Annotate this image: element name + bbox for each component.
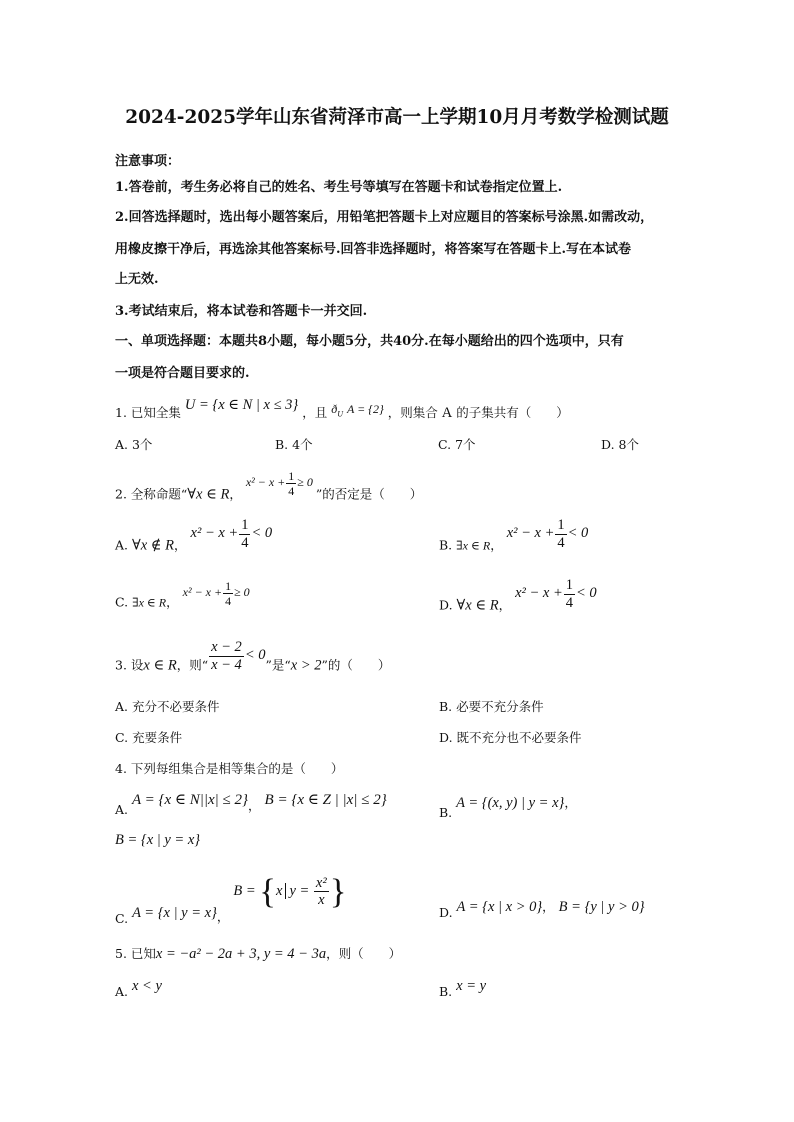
- q5-expression: x = −a² − 2a + 3, y = 4 − 3a: [155, 946, 327, 962]
- q4-option-a: A. A = {x ∈ N||x| ≤ 2}， B = {x ∈ Z | |x| ≤ 2}: [115, 792, 387, 817]
- q2-option-b: B. ∃x ∈ R， x² − x + $\frac{1}{4}$ < 0: [439, 517, 589, 553]
- q1-mid: ，且: [302, 405, 328, 420]
- q1-complement-set: A = {2}: [346, 402, 384, 416]
- q2-suffix: ”的否定是（ ）: [315, 486, 423, 502]
- q3-option-a: A. 充分不必要条件: [115, 699, 220, 714]
- q3-option-b: B. 必要不充分条件: [439, 699, 544, 714]
- q1-universal-set: U = {x ∈ N | x ≤ 3}: [184, 397, 299, 413]
- q3-option-d: D. 既不充分也不必要条件: [439, 730, 582, 745]
- q2-option-b-inequality: x² − x + $\frac{1}{4}$ < 0: [506, 517, 589, 551]
- q4-option-c-set-2: B = {x y = $\frac{\text{x²}}{x}$ }: [233, 872, 347, 911]
- q5-option-b: B. x = y: [439, 978, 487, 999]
- q2-option-d-inequality: x² − x + $\frac{1}{4}$ < 0: [515, 577, 597, 611]
- q2-option-c: C. ∃x ∈ R， x² − x + $\frac{1}{4}$ ≥ 0: [115, 579, 250, 610]
- notice-item-2-line-1: 2.回答选择题时，选出每小题答案后，用铅笔把答题卡上对应题目的答案标号涂黑.如需改动，: [115, 210, 654, 225]
- q3-option-c: C. 充要条件: [115, 730, 183, 745]
- q1-option-d: D. 8个: [601, 437, 639, 452]
- q2-option-a: A. ∀x ∉ R， x² − x + $\frac{1}{4}$ < 0: [115, 517, 273, 554]
- q4-option-d-set-1: A = {x | x > 0}: [456, 899, 543, 915]
- q3-condition-2: x > 2: [290, 657, 322, 674]
- q5-option-b-expr: x = y: [456, 978, 487, 994]
- notice-item-3: 3.考试结束后，将本试卷和答题卡一并交回.: [115, 304, 368, 319]
- q1-set-a: A: [441, 405, 453, 421]
- notice-item-2-line-3: 上无效.: [115, 272, 159, 287]
- q1-prefix: 1. 已知全集: [115, 405, 181, 420]
- q1-complement-symbol: $ð_U$: [331, 402, 343, 419]
- q1-option-c: C. 7个: [438, 437, 476, 452]
- q4-option-b-set-1: A = {(x, y) | y = x}: [456, 795, 565, 811]
- q1-suffix: ，则集合: [387, 405, 438, 420]
- q2-inequality: x² − x + $\frac{1}{4}$ ≥ 0: [245, 469, 313, 498]
- q2-option-a-inequality: x² − x + $\frac{1}{4}$ < 0: [190, 517, 273, 551]
- q2-stem: 2. 全称命题“∀x ∈ R， x² − x + $\frac{1}{4}$ ≥ 0 ”的否定是（ ）: [115, 469, 423, 503]
- q1-suffix-2: 的子集共有（ ）: [456, 405, 569, 420]
- q3-x-in-r: x ∈ R: [143, 657, 177, 674]
- q4-option-b-set-2: B = {x | y = x}: [115, 832, 201, 848]
- section-heading-line-2: 一项是符合题目要求的.: [115, 366, 250, 381]
- q4-option-d-set-2: B = {y | y > 0}: [558, 899, 645, 915]
- q4-option-a-set-2: B = {x ∈ Z | |x| ≤ 2}: [264, 792, 387, 808]
- section-heading-line-1: 一、单项选择题：本题共8小题，每小题5分，共40分.在每小题给出的四个选项中，只有: [115, 334, 624, 349]
- q4-option-c: C. A = {x | y = x}， B = {x y = $\frac{\text{x²}}{x}$ }: [115, 872, 347, 926]
- q3-fraction-inequality: $\frac{x - 2}{x - 4}$ < 0: [211, 639, 266, 673]
- q5-option-a-expr: x < y: [132, 978, 162, 994]
- q3-stem: 3. 设x ∈ R，则“ $\frac{x - 2}{x - 4}$ < 0”是“x > 2”的（ ）: [115, 639, 391, 674]
- q4-stem: 4. 下列每组集合是相等集合的是（ ）: [115, 761, 344, 776]
- q4-option-c-set-1: A = {x | y = x}: [132, 905, 217, 921]
- page-title: 2024-2025学年山东省菏泽市高一上学期10月月考数学检测试题: [125, 107, 669, 128]
- q2-option-d: D. ∀x ∈ R， x² − x + $\frac{1}{4}$ < 0: [439, 577, 597, 614]
- q5-stem: 5. 已知x = −a² − 2a + 3, y = 4 − 3a，则（ ）: [115, 946, 402, 962]
- q1-stem: [115, 397, 569, 422]
- q1-option-a: A. 3个: [115, 437, 153, 452]
- notice-heading: 注意事项：: [115, 154, 181, 169]
- notice-item-1: 1.答卷前，考生务必将自己的姓名、考生号等填写在答题卡和试卷指定位置上.: [115, 180, 563, 195]
- q4-option-d: D. A = {x | x > 0}， B = {y | y > 0}: [439, 899, 645, 920]
- q4-option-a-set-1: A = {x ∈ N||x| ≤ 2}: [132, 792, 249, 808]
- q2-option-c-inequality: x² − x + $\frac{1}{4}$ ≥ 0: [182, 579, 250, 608]
- q4-option-b: B. A = {(x, y) | y = x}，: [439, 795, 577, 820]
- notice-item-2-line-2: 用橡皮擦干净后，再选涂其他答案标号.回答非选择题时，将答案写在答题卡上.写在本试卷: [115, 242, 632, 257]
- q2-prefix: 2. 全称命题“: [115, 486, 188, 502]
- q2-quantifier: ∀x ∈ R: [187, 486, 230, 503]
- q5-option-a: A. x < y: [115, 978, 162, 999]
- q1-option-b: B. 4个: [275, 437, 313, 452]
